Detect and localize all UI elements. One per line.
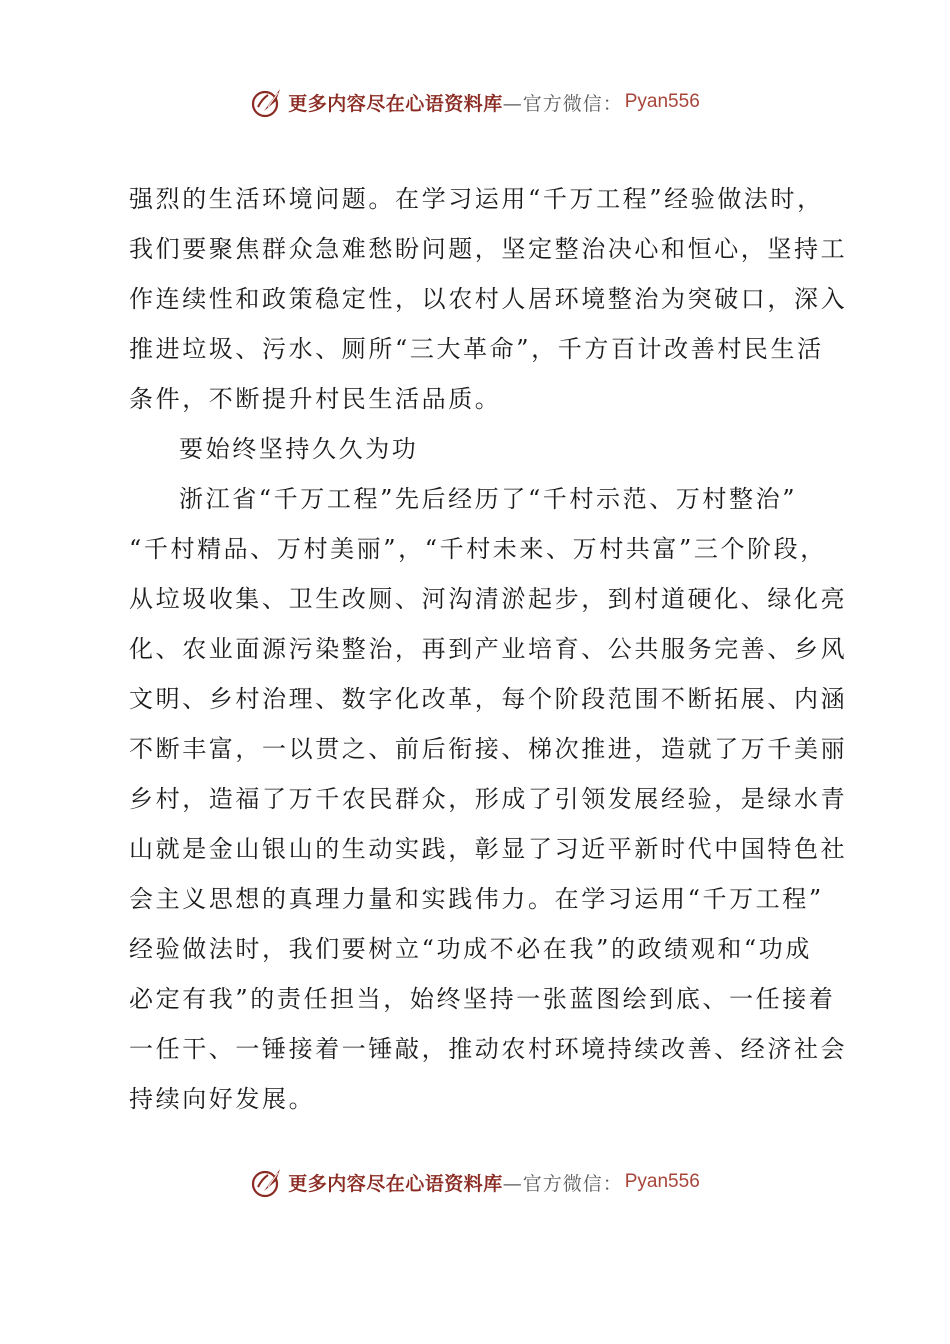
body-line: 化、农业面源污染整治，再到产业培育、公共服务完善、乡风 xyxy=(129,635,848,663)
body-line: 乡村，造福了万千农民群众，形成了引领发展经验，是绿水青 xyxy=(129,785,848,813)
body-line: 推进垃圾、污水、厕所“三大革命”，千方百计改善村民生活 xyxy=(129,335,824,363)
footer-banner xyxy=(0,1162,950,1202)
body-line: 不断丰富，一以贯之、前后衔接、梯次推进，造就了万千美丽 xyxy=(129,735,848,763)
body-line: 必定有我”的责任担当，始终坚持一张蓝图绘到底、一任接着 xyxy=(129,985,836,1013)
banner-wechat-id: Pyan556 xyxy=(624,91,700,112)
body-line: 我们要聚焦群众急难愁盼问题，坚定整治决心和恒心，坚持工 xyxy=(129,235,848,263)
header-banner xyxy=(0,82,950,122)
quill-logo-icon xyxy=(250,1165,284,1199)
banner-wechat-id: Pyan556 xyxy=(624,1171,700,1192)
body-line: 作连续性和政策稳定性，以农村人居环境整治为突破口，深入 xyxy=(129,285,848,313)
body-line: 强烈的生活环境问题。在学习运用“千万工程”经验做法时， xyxy=(129,185,824,213)
body-line: 浙江省“千万工程”先后经历了“千村示范、万村整治” xyxy=(179,485,798,513)
body-line: 山就是金山银山的生动实践，彰显了习近平新时代中国特色社 xyxy=(129,835,848,863)
document-body xyxy=(129,174,848,1124)
banner-brand-text: 更多内容尽在心语资料库 xyxy=(288,92,503,115)
body-line: 会主义思想的真理力量和实践伟力。在学习运用“千万工程” xyxy=(129,885,824,913)
body-line: 持续向好发展。 xyxy=(129,1085,316,1113)
body-line: 文明、乡村治理、数字化改革，每个阶段范围不断拓展、内涵 xyxy=(129,685,848,713)
body-line: 一任干、一锤接着一锤敲，推动农村环境持续改善、经济社会 xyxy=(129,1035,848,1063)
body-line: 经验做法时，我们要树立“功成不必在我”的政绩观和“功成 xyxy=(129,935,813,963)
quill-logo-icon xyxy=(250,85,284,119)
banner-wechat-label: —官方微信： xyxy=(502,1172,623,1195)
banner-wechat-label: —官方微信： xyxy=(502,92,623,115)
banner-brand-text: 更多内容尽在心语资料库 xyxy=(288,1172,503,1195)
body-line: 从垃圾收集、卫生改厕、河沟清淤起步，到村道硬化、绿化亮 xyxy=(129,585,848,613)
section-heading: 要始终坚持久久为功 xyxy=(179,435,419,463)
body-line: 条件，不断提升村民生活品质。 xyxy=(129,385,502,413)
body-line: “千村精品、万村美丽”，“千村未来、万村共富”三个阶段， xyxy=(129,535,827,563)
